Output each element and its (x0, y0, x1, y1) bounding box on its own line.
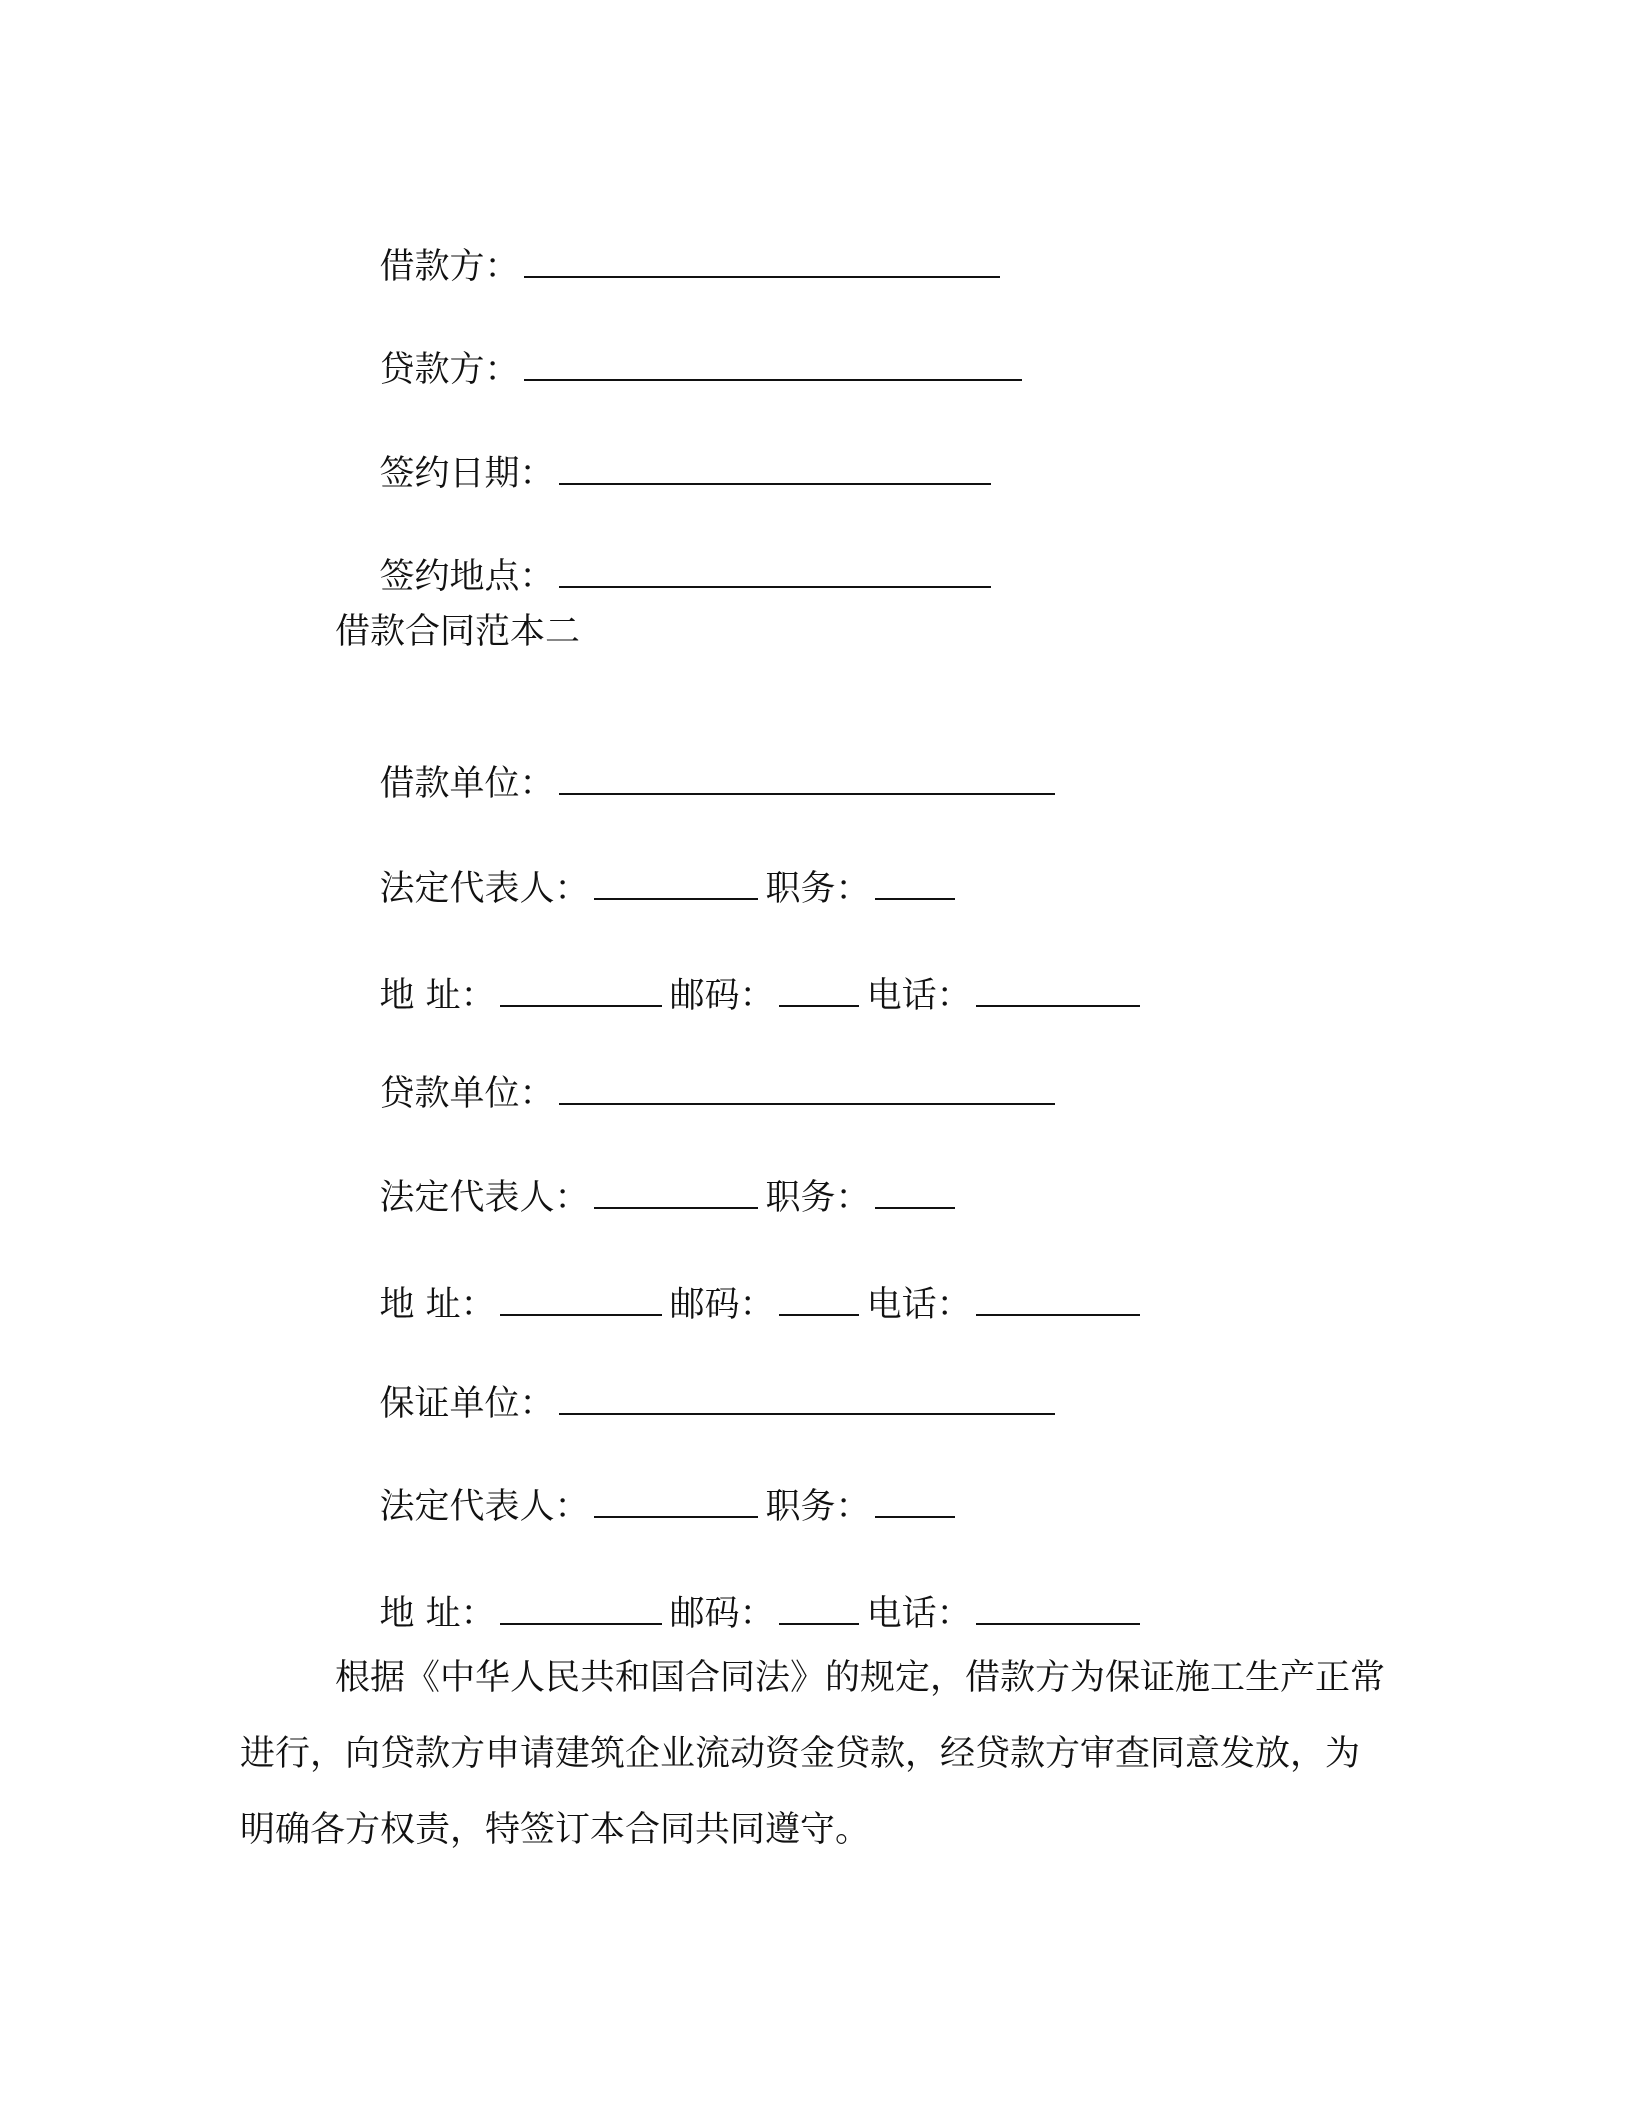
blank-line (779, 1284, 859, 1316)
field-label: 邮码： (669, 1594, 775, 1634)
blank-line (875, 1486, 955, 1518)
field-label: 法定代表人： (379, 1487, 590, 1527)
field-label: 贷款单位： (379, 1074, 555, 1114)
field-label: 法定代表人： (379, 1178, 590, 1218)
field-label: 电话： (866, 976, 972, 1016)
field-label: 电话： (866, 1285, 972, 1325)
blank-line (500, 975, 662, 1007)
field-label: 地 址： (379, 1594, 496, 1634)
blank-line (559, 453, 991, 485)
blank-line (976, 975, 1140, 1007)
blank-line (875, 1177, 955, 1209)
blank-line (976, 1284, 1140, 1316)
blank-line (779, 1593, 859, 1625)
field-label: 职务： (765, 1178, 871, 1218)
field-label: 贷款方： (379, 350, 520, 390)
blank-line (524, 246, 1000, 278)
blank-line (594, 1486, 758, 1518)
blank-line (779, 975, 859, 1007)
field-label: 借款单位： (379, 764, 555, 804)
field-label: 签约地点： (379, 557, 555, 597)
blank-line (559, 1383, 1055, 1415)
section-heading: 借款合同范本二 (335, 612, 581, 652)
field-label: 地 址： (379, 976, 496, 1016)
field-label: 邮码： (669, 976, 775, 1016)
blank-line (500, 1593, 662, 1625)
contract-preamble-paragraph: 根据《中华人民共和国合同法》的规定，借款方为保证施工生产正常进行，向贷款方申请建筑企业流动资金贷款，经贷款方审查同意发放，为明确各方权责，特签订本合同共同遵守。 (240, 1658, 1386, 1850)
field-label: 借款方： (379, 247, 520, 287)
blank-line (500, 1284, 662, 1316)
blank-line (559, 1073, 1055, 1105)
blank-line (559, 556, 991, 588)
blank-line (594, 1177, 758, 1209)
blank-line (875, 868, 955, 900)
blank-line (976, 1593, 1140, 1625)
field-label: 地 址： (379, 1285, 496, 1325)
blank-line (594, 868, 758, 900)
field-label: 电话： (866, 1594, 972, 1634)
blank-line (559, 763, 1055, 795)
field-label: 签约日期： (379, 454, 555, 494)
field-label: 保证单位： (379, 1384, 555, 1424)
field-label: 法定代表人： (379, 869, 590, 909)
blank-line (524, 349, 1022, 381)
field-label: 职务： (765, 869, 871, 909)
field-label: 邮码： (669, 1285, 775, 1325)
field-label: 职务： (765, 1487, 871, 1527)
